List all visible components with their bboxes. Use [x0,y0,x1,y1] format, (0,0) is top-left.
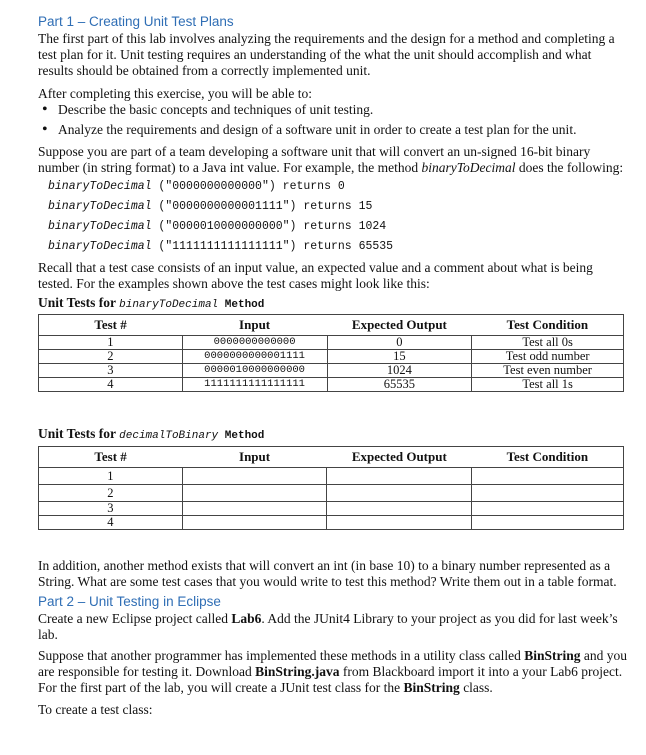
suppose-paragraph: Suppose that another programmer has implemented these methods in a utility class called BinString and you are responsible for testing it. Download BinString.java from Blackboard import it into a your Lab6 project. For the first part of the lab, you will create a JUnit test class for the BinString class. [38,648,628,695]
column-header: Input [182,315,327,336]
example-line: binaryToDecimal ("0000000000001111") returns 15 [48,200,373,213]
table-cell: 2 [39,485,183,502]
table-cell: 15 [327,350,472,364]
table-row [39,378,624,392]
addition-paragraph: In addition, another method exists that will convert an int (in base 10) to a binary number represented as a String. What are some test cases that you would write to test this method? Write them out in a table format. [38,558,617,589]
column-header: Test Condition [472,447,624,468]
part1-intro: The first part of this lab involves analyzing the requirements and the design for a method and completing a test plan for it. Unit testing requires an understanding of the what the unit should accomplish and what results should be obtained from a correctly implemented unit. [38,31,615,78]
table-cell: 2 [39,350,183,364]
table-row [39,364,624,378]
table-header-row [39,315,624,336]
table-header-row [39,447,624,468]
table1-caption: Unit Tests for binaryToDecimal Method [38,295,265,311]
table-cell: 0 [327,336,472,350]
column-header: Test Condition [472,315,624,336]
create-project-paragraph: Create a new Eclipse project called Lab6. Add the JUnit4 Library to your project as you did for last week’s lab. [38,611,618,642]
table-cell: 3 [39,502,183,516]
table-cell: 0000010000000000 [182,364,327,378]
table-row [39,516,624,530]
table-cell: Test all 0s [472,336,624,350]
objectives-list [38,100,628,140]
column-header: Test # [39,447,183,468]
table-row [39,468,624,485]
recall-paragraph: Recall that a test case consists of an input value, an expected value and a comment about what is being tested. For the examples shown above the test cases might look like this: [38,260,593,291]
exercise-intro: After completing this exercise, you will be able to: [38,86,313,101]
table-cell: 3 [39,364,183,378]
table-cell: 0000000000000 [182,336,327,350]
table-cell: 4 [39,516,183,530]
table-cell: Test even number [472,364,624,378]
table-row [39,336,624,350]
table-cell: 1024 [327,364,472,378]
table-row [39,485,624,502]
example-line: binaryToDecimal ("1111111111111111") returns 65535 [48,240,394,253]
column-header: Expected Output [327,315,472,336]
objective-item: • Analyze the requirements and design of a software unit in order to create a test plan for the unit. [38,120,628,140]
table-cell: 1 [39,336,183,350]
scenario-paragraph: Suppose you are part of a team developing a software unit that will convert an un-signed 16-bit binary number (in string format) to a Java int value. For example, the method binaryToDecimal does the following: [38,144,624,175]
example-line: binaryToDecimal ("0000000000000") returns 0 [48,180,345,193]
decimal-to-binary-table [38,446,624,530]
table-cell: 65535 [327,378,472,392]
table-row [39,502,624,516]
column-header: Input [182,447,327,468]
method-name: binaryToDecimal [421,160,516,175]
objective-item: • Describe the basic concepts and techniques of unit testing. [38,100,628,120]
table-cell: 1 [39,468,183,485]
column-header: Expected Output [327,447,472,468]
table-cell: 0000000000001111 [182,350,327,364]
example-line: binaryToDecimal ("0000010000000000") returns 1024 [48,220,387,233]
binary-to-decimal-table [38,314,624,392]
table-row [39,350,624,364]
examples-block [38,177,393,257]
part2-heading: Part 2 – Unit Testing in Eclipse [38,594,221,609]
part1-heading: Part 1 – Creating Unit Test Plans [38,14,234,29]
table-cell: 4 [39,378,183,392]
table-cell: 1111111111111111 [182,378,327,392]
table-cell: Test all 1s [472,378,624,392]
table-cell: Test odd number [472,350,624,364]
column-header: Test # [39,315,183,336]
table2-caption: Unit Tests for decimalToBinary Method [38,426,265,442]
to-create-paragraph: To create a test class: [38,702,153,717]
